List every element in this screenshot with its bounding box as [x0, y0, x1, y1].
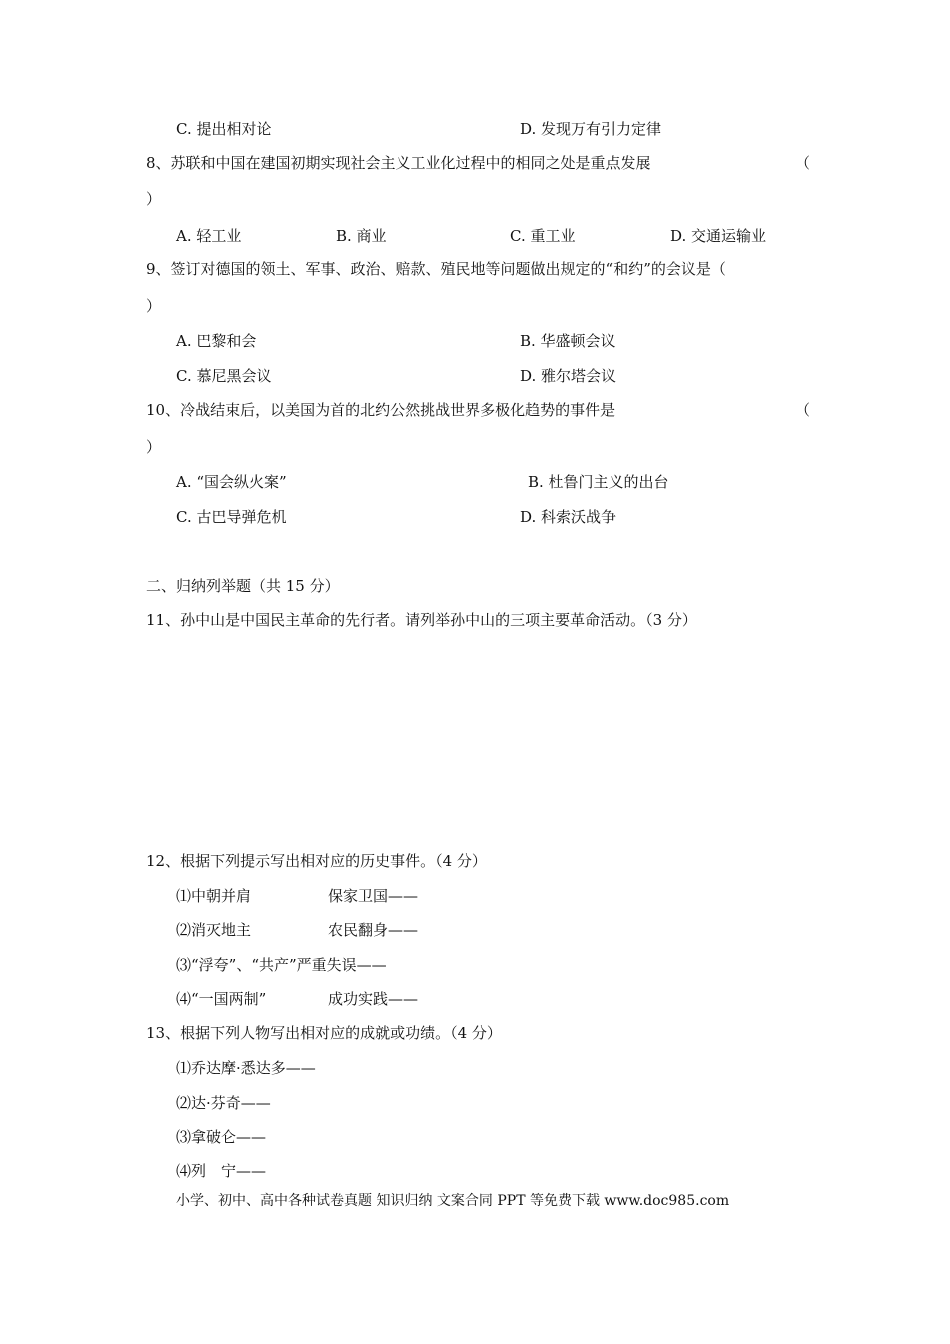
q13-item-1: ⑴乔达摩·悉达多——	[176, 1059, 316, 1077]
q8-option-a: A. 轻工业	[176, 227, 242, 245]
q7-option-c: C. 提出相对论	[176, 120, 272, 138]
q12-stem: 12、根据下列提示写出相对应的历史事件。（4 分）	[146, 852, 487, 870]
q13-stem: 13、根据下列人物写出相对应的成就或功绩。（4 分）	[146, 1024, 502, 1042]
q10-option-a: A. “国会纵火案”	[176, 473, 287, 491]
q8-option-c: C. 重工业	[510, 227, 576, 245]
q11-stem: 11、孙中山是中国民主革命的先行者。请列举孙中山的三项主要革命活动。（3 分）	[146, 611, 697, 629]
q13-item-3: ⑶拿破仑——	[176, 1128, 267, 1146]
q8-paren-open: （	[795, 154, 811, 172]
q7-option-d: D. 发现万有引力定律	[520, 120, 662, 138]
q10-stem: 10、冷战结束后，以美国为首的北约公然挑战世界多极化趋势的事件是	[146, 401, 616, 419]
q8-paren-close: ）	[146, 190, 162, 208]
q9-option-b: B. 华盛顿会议	[520, 332, 616, 350]
q12-item-2-cue: ⑵消灭地主	[176, 921, 252, 939]
q13-item-4: ⑷列 宁——	[176, 1162, 267, 1180]
q10-option-d: D. 科索沃战争	[520, 508, 617, 526]
q10-option-c: C. 古巴导弹危机	[176, 508, 287, 526]
q9-option-a: A. 巴黎和会	[176, 332, 257, 350]
q13-item-2: ⑵达·芬奇——	[176, 1094, 271, 1112]
q10-paren-open: （	[795, 401, 811, 419]
q8-stem: 8、苏联和中国在建国初期实现社会主义工业化过程中的相同之处是重点发展	[146, 154, 651, 172]
q12-item-1-cue: ⑴中朝并肩	[176, 887, 252, 905]
q8-option-d: D. 交通运输业	[670, 227, 767, 245]
q12-item-3-cue: ⑶“浮夸”、“共产”严重失误——	[176, 956, 387, 974]
q12-item-2-answer: 农民翻身——	[328, 921, 419, 939]
q9-option-d: D. 雅尔塔会议	[520, 367, 617, 385]
q12-item-1-answer: 保家卫国——	[328, 887, 419, 905]
q12-item-4-cue: ⑷“一国两制”	[176, 990, 267, 1008]
q9-stem: 9、签订对德国的领土、军事、政治、赔款、殖民地等问题做出规定的“和约”的会议是（	[146, 260, 726, 278]
q10-option-b: B. 杜鲁门主义的出台	[528, 473, 669, 491]
q8-option-b: B. 商业	[336, 227, 387, 245]
section-heading: 二、归纳列举题（共 15 分）	[146, 577, 340, 595]
q9-option-c: C. 慕尼黑会议	[176, 367, 272, 385]
q10-paren-close: ）	[146, 438, 162, 456]
footer-text: 小学、初中、高中各种试卷真题 知识归纳 文案合同 PPT 等免费下载 www.doc985.com	[176, 1193, 730, 1209]
q12-item-4-answer: 成功实践——	[328, 990, 419, 1008]
q9-paren-close: ）	[146, 297, 162, 315]
